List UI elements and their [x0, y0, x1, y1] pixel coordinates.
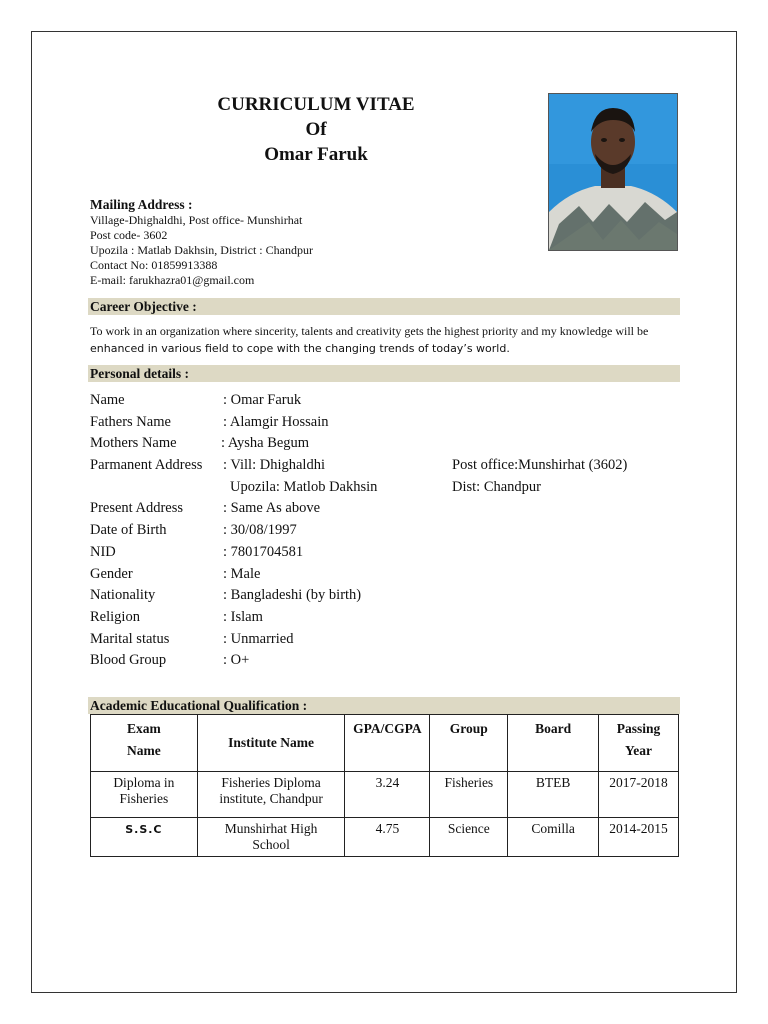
- table-row: [91, 772, 679, 818]
- institute-cell: Munshirhat High School: [197, 818, 345, 857]
- cv-title: [170, 92, 462, 167]
- label-nid: NID: [90, 543, 116, 560]
- personal-labels: [90, 390, 202, 672]
- title-line-1: CURRICULUM VITAE: [217, 94, 415, 115]
- career-objective-text: [90, 323, 682, 357]
- value-nid: : 7801704581: [223, 543, 304, 560]
- value-fathers-name: : Alamgir Hossain: [223, 413, 329, 430]
- gpa-cell: 4.75: [345, 818, 430, 857]
- value-name: : Omar Faruk: [223, 392, 302, 408]
- career-objective-heading: Career Objective :: [88, 298, 680, 315]
- header-board: Board: [508, 715, 599, 772]
- education-table: [90, 714, 679, 857]
- group-cell: Fisheries: [430, 772, 508, 818]
- label-marital-status: Marital status: [90, 630, 170, 647]
- value-mothers-name: : Aysha Begum: [221, 435, 310, 452]
- value-district: Dist: Chandpur: [452, 478, 542, 495]
- header-exam-name: Exam Name: [91, 715, 198, 772]
- value-post-office: Post office:Munshirhat (3602): [452, 457, 628, 473]
- profile-photo-image: [549, 94, 677, 250]
- objective-line-2: enhanced in various field to cope with the changing trends of today’s world.: [90, 342, 510, 355]
- value-blood-group: : O+: [223, 652, 250, 669]
- board-cell: BTEB: [508, 772, 599, 818]
- label-blood-group: Blood Group: [90, 652, 167, 669]
- value-religion: : Islam: [223, 608, 263, 625]
- value-nationality: : Bangladeshi (by birth): [223, 587, 362, 604]
- value-gender: : Male: [223, 565, 261, 582]
- label-religion: Religion: [90, 608, 140, 625]
- label-nationality: Nationality: [90, 587, 156, 604]
- gpa-cell: 3.24: [345, 772, 430, 818]
- address-extra: [452, 455, 627, 498]
- exam-name-cell: Diploma in Fisheries: [91, 772, 198, 818]
- value-marital-status: : Unmarried: [223, 630, 294, 647]
- mailing-address: [90, 197, 313, 288]
- header-group: Group: [430, 715, 508, 772]
- year-cell: 2014-2015: [599, 818, 679, 857]
- personal-values: [223, 390, 377, 672]
- institute-cell: Fisheries Diploma institute, Chandpur: [197, 772, 345, 818]
- value-date-of-birth: : 30/08/1997: [223, 522, 297, 539]
- header-institute: Institute Name: [197, 715, 345, 772]
- value-village: : Vill: Dhighaldhi: [223, 457, 325, 474]
- table-header-row: [91, 715, 679, 772]
- objective-line-1: To work in an organization where sincerity, talents and creativity gets the highest priority and my knowledge will be: [90, 324, 649, 338]
- personal-details-heading: Personal details :: [88, 365, 680, 382]
- academic-heading: Academic Educational Qualification :: [88, 697, 680, 714]
- year-cell: 2017-2018: [599, 772, 679, 818]
- label-blank: [90, 477, 202, 499]
- group-cell: Science: [430, 818, 508, 857]
- header-gpa: GPA/CGPA: [345, 715, 430, 772]
- label-present-address: Present Address: [90, 500, 184, 517]
- label-gender: Gender: [90, 565, 133, 582]
- mailing-heading: Mailing Address :: [90, 197, 193, 212]
- board-cell: Comilla: [508, 818, 599, 857]
- mailing-line: Upozila : Matlab Dakhsin, District : Chandpur: [90, 243, 313, 257]
- mailing-line: Village-Dhighaldhi, Post office- Munshirhat: [90, 213, 303, 227]
- label-name: Name: [90, 392, 125, 408]
- label-fathers-name: Fathers Name: [90, 413, 171, 430]
- table-row: [91, 818, 679, 857]
- label-date-of-birth: Date of Birth: [90, 522, 167, 539]
- title-line-2: Of: [305, 119, 327, 140]
- value-upozila: Upozila: Matlob Dakhsin: [230, 478, 378, 495]
- label-permanent-address: Parmanent Address: [90, 457, 203, 474]
- label-mothers-name: Mothers Name: [90, 435, 177, 452]
- exam-name-cell: S.S.C: [91, 818, 198, 857]
- email: E-mail: farukhazra01@gmail.com: [90, 273, 255, 287]
- profile-photo: [548, 93, 678, 251]
- value-present-address: : Same As above: [223, 500, 321, 517]
- mailing-line: Post code- 3602: [90, 228, 168, 242]
- contact-number: Contact No: 01859913388: [90, 258, 218, 272]
- title-line-3: Omar Faruk: [264, 144, 368, 165]
- header-passing-year: Passing Year: [599, 715, 679, 772]
